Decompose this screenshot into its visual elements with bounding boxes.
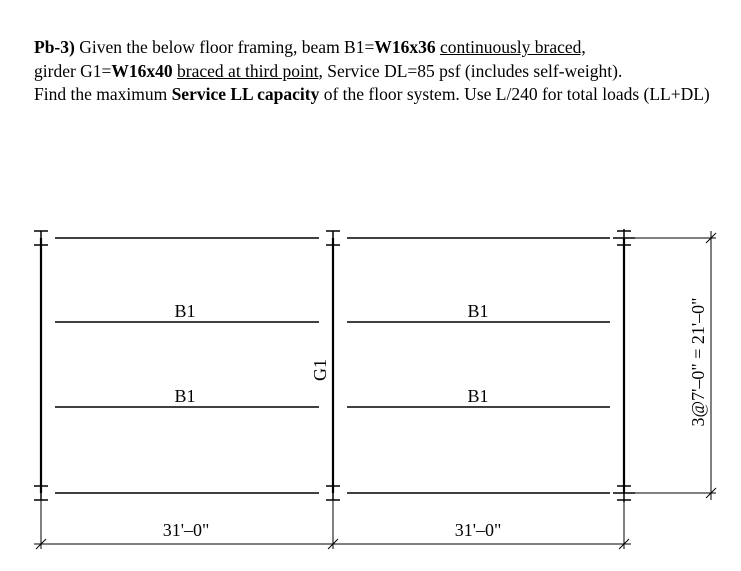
beam-b1-label: B1 [467,301,489,321]
beam-b1-label: B1 [467,386,489,406]
span-dimension-label: 31'–0" [454,520,502,540]
girder-bracing: braced at third point [177,60,319,81]
beam-b1-label: B1 [174,386,196,406]
column-symbol [326,231,340,245]
column-symbol [326,486,340,500]
span-dimension-label: 31'–0" [162,520,210,540]
column-symbol [34,231,48,245]
beam-section: W16x36 [374,37,436,57]
beam-b1-label: B1 [174,301,196,321]
girder-g1-label: G1 [310,359,330,381]
column-symbol [34,486,48,500]
girder-section: W16x40 [111,60,173,81]
span-dimension-line [34,500,631,549]
problem-find: Find the maximum Service LL capacity of the floor system. Use L/240 for total loads (LL+DL) [34,84,710,104]
beam-bracing: continuously braced, [439,37,586,57]
find-target: Service LL capacity [171,84,320,104]
service-load-text: , Service DL=85 psf (includes self-weight). [318,60,623,81]
problem-given: Pb-3) Given the below floor framing, beam B1=W16x36 continuously braced, girder G1=W16x40 braced at third point, Service DL=85 psf (includes self-weight). [34,37,623,81]
depth-dimension-label: 3@7'–0" = 21'–0" [688,297,708,427]
problem-label: Pb-3) [34,37,75,57]
